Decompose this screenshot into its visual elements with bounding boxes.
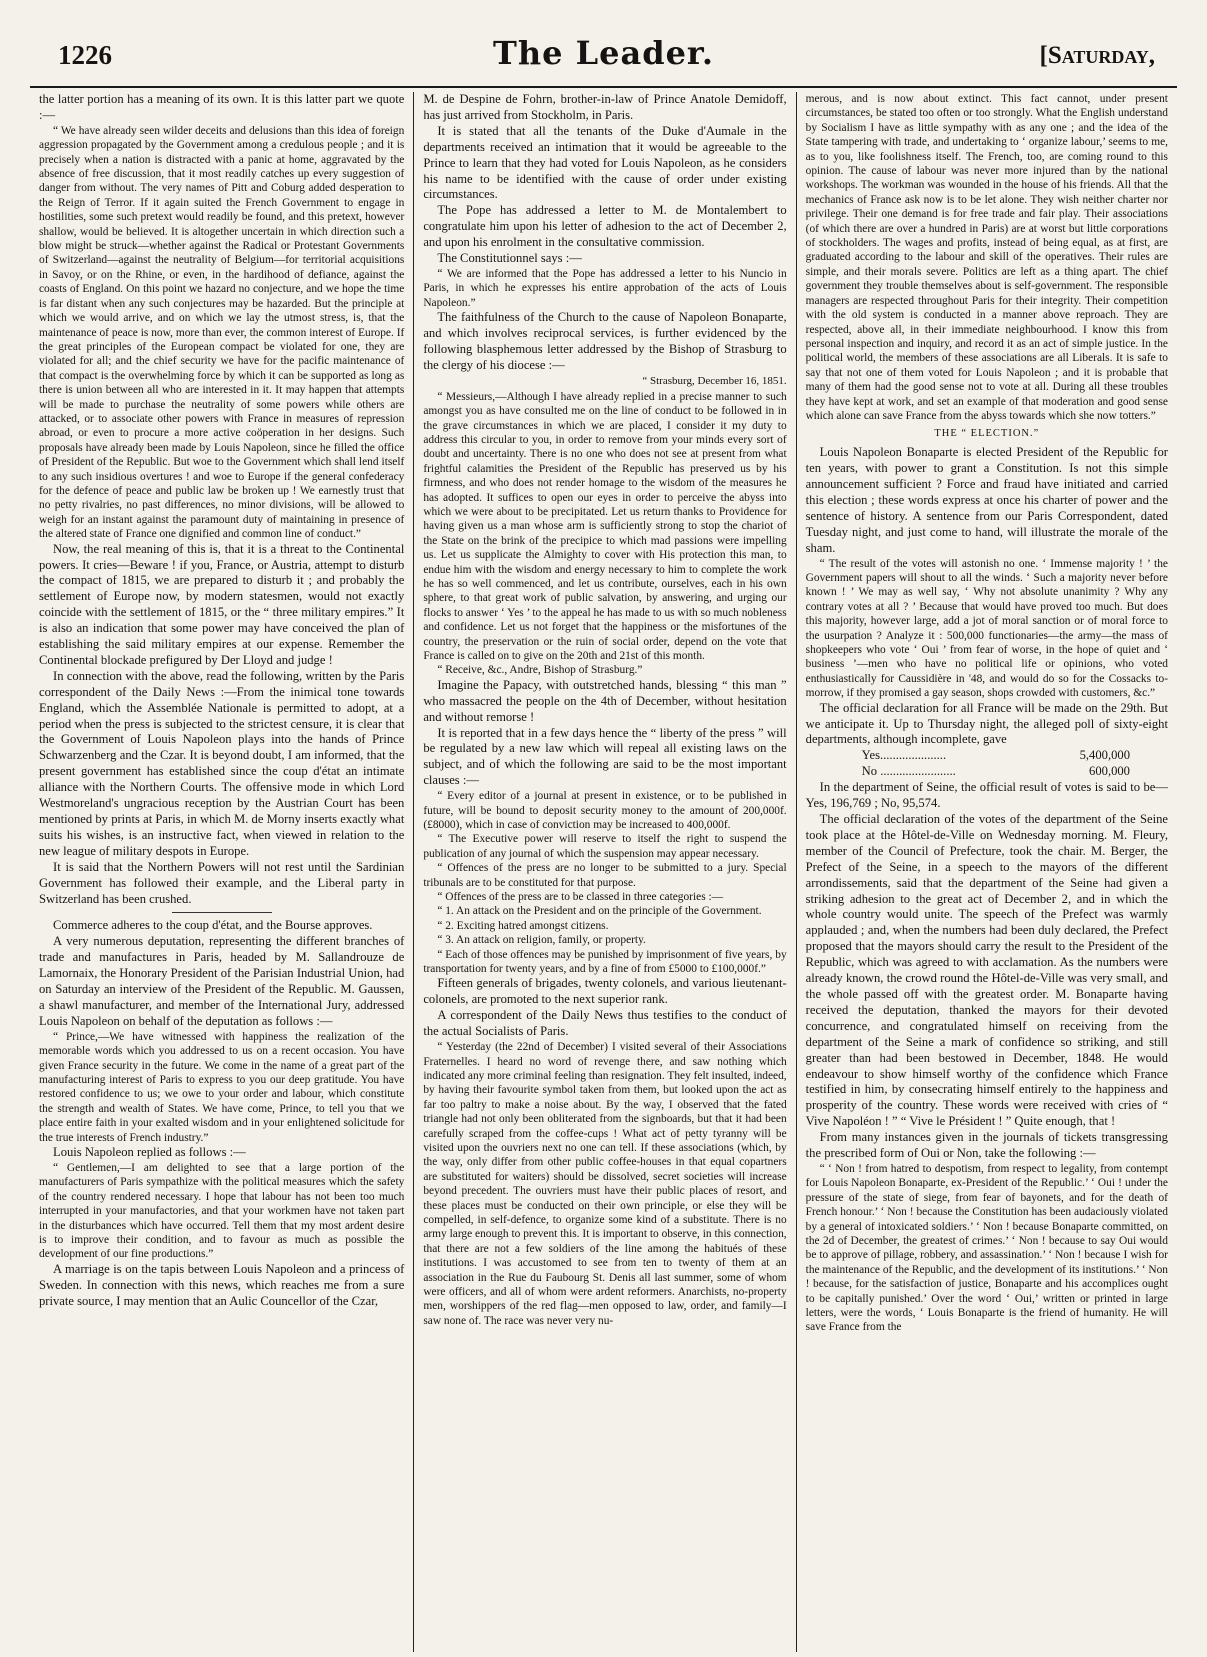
- paragraph: A very numerous deputation, representing the different branches of trade and manufactures in Paris, headed by M. Sallandrouze de Lamornaix, the Honorary President of the Parisian Industrial Union, had on Saturday an interview of the President of the Republic. M. Gaussen, a shawl manufacturer, and member of the International Jury, addressed Louis Napoleon on behalf of the deputation as follows :—: [39, 934, 405, 1028]
- paragraph: In the department of Seine, the official result of votes is said to be—Yes, 196,769 ; No, 95,574.: [805, 780, 1168, 811]
- quoted-paragraph: “ We have already seen wilder deceits and delusions than this idea of foreign aggression propagated by the Government among a credulous people ; and it is precisely when a nation is distracted with a panic at home, aggravated by the absence of free discussion, that it most readily catches up every suggestion of danger from without. The very names of Pitt and Coburg added desperation to the Reign of Terror. If it again suited the French Government to engage in hostilities, some such pretext would readily be found, and this pretext, however shallow, would be believed. It is altogether uncertain in which direction such a blow might be struck—whether against the Radical or Protestant Governments of Switzerland—against the neutrality of Belgium—for territorial acquisitions in Savoy, or on the Rhine, or even, in the hardihood of defiance, against the coasts of England. On this point we hazard no conjecture, and we hope the time is far distant when any such conjectures may be hazarded. But the principle at which we would arrive, and on which we lay the utmost stress, is, that the maintenance of peace is now, more than ever, the common interest of Europe. If the great principles of the European compact be violated for one, they are violated for all; and the chief security we have for the pacific maintenance of that compact is the overwhelming force by which it can be supported as long as there is union between all who are interested in it. It may happen that attempts will be made to purchase the neutrality of some powers while others are attacked, or to associate other powers with France in measures of repression abroad, or even to procure a more active coöperation in her designs. Such proposals have already been made by Louis Napoleon, since he filled the office of President of the Republic. But woe to the Government which shall lend itself to any such insidious overtures ! and woe to Europe if the general confederacy for the defence of peace and public law be broken up ! We earnestly trust that no petty rivalries, no past differences, no minor divisions, will be allowed to weigh for an instant against the paramount duty of maintaining in presence of the altered state of France one dignified and common line of conduct.”: [39, 124, 405, 541]
- paragraph: the latter portion has a meaning of its own. It is this latter part we quote :—: [39, 92, 405, 122]
- paragraph: The Constitutionnel says :—: [437, 251, 582, 266]
- quoted-paragraph: “ ‘ Non ! from hatred to despotism, from respect to legality, from contempt for Louis Napoleon Bonaparte, ex-President of the Republic.’ ‘ Oui ! under the pressure of the state of siege, from fear of bayonets, and for the death of French honour.’ ‘ Non ! because the Constitution has been audaciously violated by a general of intoxicated soldiers.’ ‘ Non ! because Bonaparte committed, on the 2d of December, the greatest of crimes.’ ‘ Non ! because to say Oui would be to approve of pillage, robbery, and assassination.’ ‘ Non ! because I wish for the maintenance of the Republic, and the development of its institutions.’ ‘ Non ! because, for the satisfaction of justice, Bonaparte and his accomplices ought to be capitally punished.’ Over the word ‘ Oui,’ written or printed in large letters, were the words, ‘ Louis Bonaparte is the friend of humanity. He will save France from the: [805, 1162, 1168, 1334]
- quoted-paragraph: “ The Executive power will reserve to itself the right to suspend the publication of any journal of which the suspension may appear necessary.: [423, 833, 787, 860]
- paragraph: The official declaration of the votes of the department of the Seine took place at the Hôtel-de-Ville on Wednesday morning. M. Fleury, member of the Council of Prefecture, took the chair. M. Berger, the Prefect of the Seine, in a speech to the mayors of the different arrondissements, said that the department of the Seine had given a striking adhesion to the great act of December 2, and in which the whole country would unite. The speech of the Prefect was warmly applauded ; and, when the numbers had been duly declared, the Prefect proposed that the mayors should carry the result to the President of the Republic, which was agreed to with acclamation. As the numbers were already known, the crowd round the Hôtel-de-Ville was very small, and the whole passed off with the greatest order. M. Bonaparte having received the deputation, thanked the mayors for their devoted concurrence, and congratulated himself on receiving from the department of the Seine a mark of confidence so striking, and still greater than had been bestowed in December, 1848. He would endeavour to show himself worthy of the confidence which France testified in him, by consecrating himself entirely to the happiness and prosperity of the country. These words were received with cries of “ Vive Napoléon ! ” “ Vive le Président ! ” Quite enough, that !: [805, 812, 1168, 1129]
- letter-signature: “ Receive, &c., Andre, Bishop of Strasburg.”: [437, 664, 643, 677]
- quoted-paragraph: “ Every editor of a journal at present in existence, or to be published in future, will be bound to deposit security money to the amount of 200,000f. (£8000), which in case of conviction may be increased to 400,000f.: [423, 790, 787, 831]
- tally-label: Yes.....................: [861, 748, 947, 763]
- tally-value: 600,000: [1089, 764, 1130, 779]
- paragraph: A marriage is on the tapis between Louis Napoleon and a princess of Sweden. In connection with this news, which reaches me from a sure private source, I may mention that an Aulic Councellor of the Czar,: [39, 1261, 405, 1308]
- paragraph: It is reported that in a few days hence the “ liberty of the press ” will be regulated by a new law which will repeal all existing laws on the subject, and of which the following are said to be the most important clauses :—: [423, 725, 787, 788]
- quoted-paragraph: merous, and is now about extinct. This fact cannot, under present circumstances, be stated too often or too strongly. What the English understand by Socialism I have as little sympathy with as any one ; and the idea of the State tampering with trade, and undertaking to ‘ organize labour,’ seems to me, as to you, like foolishness itself. The French, too, are coming round to this opinion. The cause of labour was never more injured than by the national workshops. The workman was wounded in the house of his friends. All that the mechanics of France ask now is to be let alone. They wish neither charter nor privilege. Their one demand is for free trade and fair play. Their associations (of which there are over a hundred in Paris) are at worst but little corporations of stockholders. The wages and profits, instead of being equal, as at first, are graduated according to the labour and skill of the operatives. Their rules are simple, and their morals severe. Politics are left as a thing apart. The chief government they trouble themselves about is self-government. The responsible managers are respected throughout Paris for their integrity. Their competition with the old system is conducted in a manner above reproach. They are respected, above all, in their immediate neighbourhood. I know this from personal inspection and inquiry, and record it as an act of simple justice. In the political world, the members of these associations are all Liberals. It is safe to say that not one of them voted for Louis Napoleon ; and it is probable that many of them had the good sense not to vote at all. During all these troubles they have kept at work, and set an example of that moderation and good sense which alone can save France from the abyss towards which she now totters.”: [805, 93, 1168, 422]
- vote-tally-no: [806, 764, 1168, 780]
- quoted-paragraph: “ The result of the votes will astonish no one. ‘ Immense majority ! ’ the Government papers will shout to all the winds. ‘ Such a majority never before known ! ’ We may as well say, ‘ Why not absolute unanimity ? Why any contrary votes at all ? ’ Because that would have proved too much. But does this majority, however large, add a jot of moral sanction or of moral force to the usurpation ? Analyze it : 500,000 functionaries—the army—the mass of shopkeepers who vote ‘ Oui ’ from fear of worse, in the hope of quiet and ‘ business ’—men who have no political life or opinions, who voted enthusiastically for Caussidière in '48, and would do so for the Cossacks to-morrow, if they promised a gay season, shops crowded with customers, &c.”: [805, 557, 1168, 700]
- tally-value: 5,400,000: [1079, 748, 1130, 763]
- paragraph: Fifteen generals of brigades, twenty colonels, and various lieutenant-colonels, are promoted to the next superior rank.: [423, 976, 787, 1007]
- list-item: “ 3. An attack on religion, family, or property.: [437, 934, 646, 947]
- masthead: [30, 0, 1177, 88]
- paper-title: The Leader.: [493, 34, 714, 72]
- column-2: [414, 92, 795, 1652]
- article-columns: [30, 92, 1177, 1652]
- issue-day: [Saturday,: [1039, 42, 1155, 69]
- paragraph: The faithfulness of the Church to the cause of Napoleon Bonaparte, and which involves reciprocal services, is further evidenced by the following blasphemous letter addressed by the Bishop of Strasburg to the clergy of his diocese :—: [423, 310, 787, 372]
- paragraph: From many instances given in the journals of tickets transgressing the prescribed form of Oui or Non, take the following :—: [805, 1130, 1168, 1161]
- column-3: [797, 92, 1177, 1652]
- quoted-paragraph: “ Each of those offences may be punished by imprisonment of five years, by transportation for twenty years, and by a fine of from £5000 to £100,000f.”: [423, 948, 787, 976]
- tally-label: No ........................: [861, 764, 956, 779]
- section-heading: THE “ ELECTION.”: [934, 428, 1040, 440]
- paragraph: It is said that the Northern Powers will not rest until the Sardinian Government has followed their example, and the Liberal party in Switzerland has been crushed.: [39, 859, 405, 906]
- paragraph: The Pope has addressed a letter to M. de Montalembert to congratulate him upon his letter of adhesion to the act of December 2, and upon his enrolment in the consultative commission.: [423, 203, 787, 250]
- section-divider: [172, 912, 272, 913]
- quoted-paragraph: “ Prince,—We have witnessed with happiness the realization of the memorable words which you addressed to us on a recent occasion. You have given France security in the future. We come in the name of a great part of the manufacturing interest of Paris to express to you our deep gratitude. You have restored confidence to us; we owe to your order and labour, which constitute the strength and wealth of States. We have come, Prince, to tell you that we place entire faith in your exalted wisdom and in your enlightened solicitude for the true interests of French industry.”: [39, 1030, 405, 1144]
- quoted-paragraph: “ Messieurs,—Although I have already replied in a precise manner to such amongst you as have consulted me on the line of conduct to be followed in in the grave circumstances in which we are placed, I consider it my duty to address this circular to you, in order to remove from your minds every sort of doubt and uncertainty. There is no one who does not see at present from what frightful calamities the President of the Republic has preserved us by his firmness, and who does not render homage to the wisdom of the measures he has adopted. It suffices to open our eyes in order to perceive the abyss into which we were about to be precipitated. Let us return thanks to Providence for having given us a man whose arm is sufficiently strong to stop the chariot of the State on the brink of the precipice to which mad passions were impelling us. Let us supplicate the Almighty to cover with His protection this man, to endue him with the wisdom and energy necessary to him to complete the work he has so well commenced, and let us contribute, ourselves, each in his own sphere, to that great work of public salvation, by answering, and urging our flocks to answer ‘ Yes ’ to the appeal he has made to us with so much nobleness and confidence. Let us not forget that the happiness or the misfortunes of the country, the preservation or the ruin of social order, depend on the vote that France is called on to give on the 20th and 21st of this month.: [423, 390, 787, 663]
- list-item: “ 1. An attack on the President and on the principle of the Government.: [437, 905, 762, 918]
- list-item: “ 2. Exciting hatred amongst citizens.: [437, 919, 609, 932]
- quoted-paragraph: “ Offences of the press are no longer to be submitted to a jury. Special tribunals are to be constituted for that purpose.: [423, 862, 787, 889]
- paragraph: It is stated that all the tenants of the Duke d'Aumale in the departments received an intimation that it would be agreeable to the Prince to learn that they had voted for Louis Napoleon, as he considers his name to be identified with the cause of order under existing circumstances.: [423, 123, 787, 202]
- quoted-paragraph: “ Gentlemen,—I am delighted to see that a large portion of the manufacturers of Paris sympathize with the political measures which the safety of the country rendered necessary. I hope that labour has not been too much interrupted in your manufactories, and that your workmen have not taken part in the disturbances which have occurred. Tell them that my most ardent desire is to improve their condition, and to favour as much as possible the development of our fine productions.”: [39, 1161, 405, 1261]
- paragraph: In connection with the above, read the following, written by the Paris correspondent of the Daily News :—From the inimical tone towards England, which the Assemblée Nationale is permitted to adopt, at a period when the press is subjected to the strictest censure, it is clear that the Government of Louis Napoleon plays into the hands of Prince Schwarzenberg and the Czar. It is beyond doubt, I am informed, that the present government has established since the coup d'état an intimate alliance with the Northern Courts. The offensive mode in which Lord Westmoreland's ungracious reception by the Austrian Court has been mentioned by prints at Paris, in which M. de Morny inserts exactly what suits his wishes, is an instructive fact, when viewed in relation to the new league of military despots in Europe.: [39, 668, 405, 858]
- column-1: [30, 92, 413, 1652]
- paragraph: Louis Napoleon replied as follows :—: [53, 1145, 246, 1160]
- paragraph: Imagine the Papacy, with outstretched hands, blessing “ this man ” who massacred the people on the 4th of December, without hesitation and without remorse !: [423, 677, 787, 724]
- paragraph: M. de Despine de Fohrn, brother-in-law of Prince Anatole Demidoff, has just arrived from Stockholm, in Paris.: [423, 92, 787, 122]
- paragraph: The official declaration for all France will be made on the 29th. But we anticipate it. Up to Thursday night, the alleged poll of sixty-eight departments, although incomplete, gave: [805, 700, 1168, 747]
- quoted-paragraph: “ We are informed that the Pope has addressed a letter to his Nuncio in Paris, in which he expresses his entire approbation of the acts of Louis Napoleon.”: [423, 267, 787, 309]
- quoted-paragraph: “ Yesterday (the 22nd of December) I visited several of their Associations Fraternelles. I heard no word of revenge there, and saw nothing which indicated any more criminal feeling than resignation. They felt insulted, indeed, by having their favourite symbol taken from them, but looked upon the act as far too paltry to make a noise about. By the way, I observed that the fated triangle had not only been obliterated from the signboards, but that it had been carefully scraped from the coffee-cups ! What act of petty tyranny will be visited upon the ouvriers next no one can tell. If these associations (which, by the way, only differ from other public coffee-houses in that equal copartners are substituted for waiters) should be dissolved, secret societies will increase beyond precedent. The ouvriers must have their public places of resort, and these places must be conducted on their own principle, or else they will be compelled, in self-defence, to organize some kind of a substitute. There is no army large enough to prevent this. It is important to observe, in this connection, that there are not a few soldiers of the line among the habitués of these institutions. I was accustomed to see from ten to twenty of them at an association in the Rue du Faubourg St. Denis all last summer, some of whom were officers, and all of whom were ardent reformers. Anarchists, no-property men, worshippers of the red flag—men opposed to law, order, and family—I saw none of. The race was never very nu-: [423, 1041, 787, 1327]
- paragraph: Now, the real meaning of this is, that it is a threat to the Continental powers. It cries—Beware ! if you, France, or Austria, attempt to disturb the compact of 1815, we are prepared to disturb it ; and probably the settlement of Europe now, by modern statesmen, would not exactly coincide with the settlement of 1815, or the “ three military empires.” It is also an indication that some power may have conceived the plan of establishing the said military empires at our expense. Remember the Continental blockade prefigured by Der Lloyd and judge !: [39, 541, 405, 667]
- paragraph: Commerce adheres to the coup d'état, and the Bourse approves.: [53, 918, 373, 933]
- paragraph: Louis Napoleon Bonaparte is elected President of the Republic for ten years, with power to grant a Constitution. Is not this simple announcement sufficient ? Force and fraud have initiated and carried this election ; these words express at once his charter of power and the sentence of history. A sentence from our Paris Correspondent, dated Tuesday night, and just come to hand, will illustrate the morale of the sham.: [805, 445, 1168, 555]
- quoted-paragraph: “ Offences of the press are to be classed in three categories :—: [437, 891, 724, 904]
- vote-tally-yes: [806, 748, 1168, 764]
- page-number: 1226: [58, 40, 112, 70]
- paragraph: A correspondent of the Daily News thus testifies to the conduct of the actual Socialists of Paris.: [423, 1008, 787, 1039]
- letter-dateline: “ Strasburg, December 16, 1851.: [642, 374, 787, 387]
